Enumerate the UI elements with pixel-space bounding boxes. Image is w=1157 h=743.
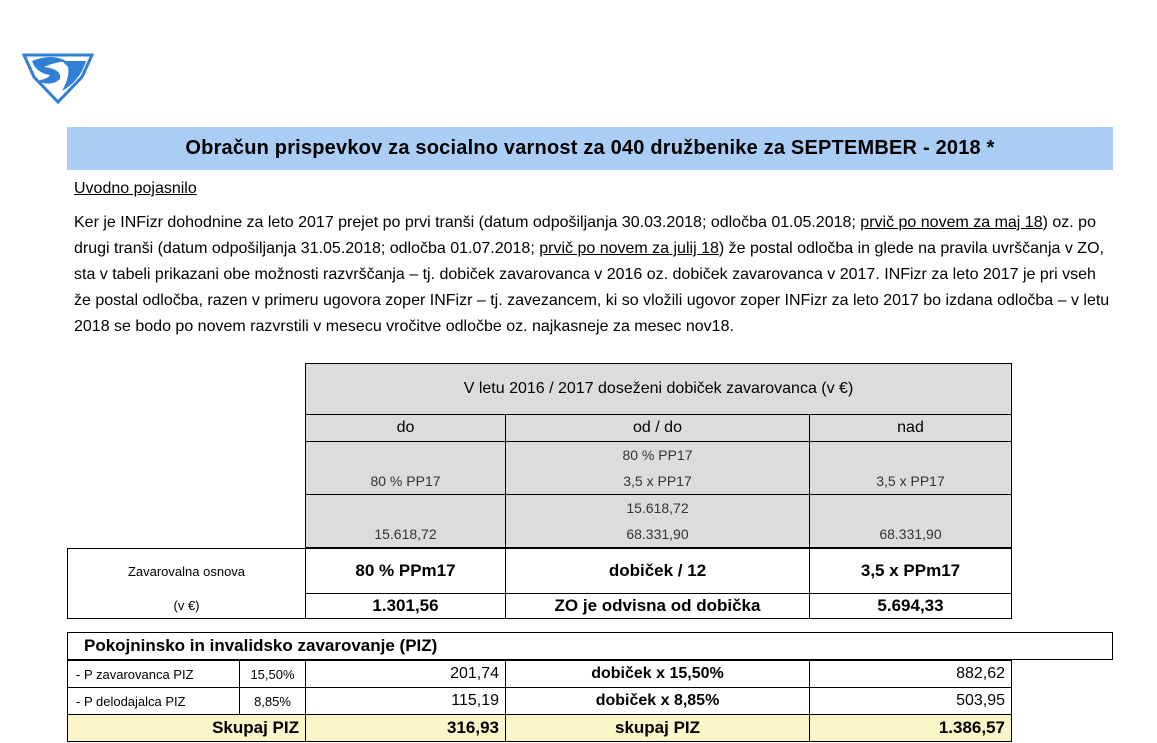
column-do: do [306,415,506,442]
piz-row-formula: dobiček x 8,85% [506,688,810,715]
basis-label: Zavarovalna osnova [68,549,306,594]
piz-row-min: 115,19 [306,688,506,715]
basis-header-min: 80 % PPm17 [306,549,506,594]
piz-row-pct: 15,50% [240,661,306,688]
piz-total-formula: skupaj PIZ [506,715,810,742]
piz-total-min: 316,93 [306,715,506,742]
profit-cell-od-do [506,442,810,495]
amount-cell-do [306,495,506,548]
cell-text: 15.618,72 [374,526,437,542]
basis-value-max: 5.694,33 [810,594,1012,619]
intro-text-2: ) oz. po drugi tranši (datum odpošiljanja 31.05.2018; odločba 01.07.2018; [74,214,1096,257]
basis-value-mid: ZO je odvisna od dobička [506,594,810,619]
cell-text: 68.331,90 [879,526,942,542]
profit-range-table [305,363,1012,548]
table-row [68,688,1012,715]
piz-table [67,660,1012,742]
table-row [68,661,1012,688]
intro-paragraph [74,210,1114,340]
basis-unit: (v €) [68,594,306,619]
intro-text-3: ) že postal odločba in glede na pravila uvrščanja v ZO, sta v tabeli prikazani obe možnosti razvrščanja – tj. dobiček zavarovanca v 2016 oz. dobiček zavarovanca v 2017. INFizr za leto 2017 je pri vseh že postal odločba, razen v primeru ugovora zoper INFizr – tj. zavezancem, ki so vložili ugovor zoper INFizr za leto 2017 bo izdana odločba – v letu 2018 se bodo po novem razvrstili v mesecu vročitve odločbe oz. najkasneje za mesec nov18. [74,240,1110,335]
intro-underlined-1: prvič po novem za maj 18 [860,214,1043,231]
sd-shield-logo-icon [22,47,94,104]
piz-row-label: - P zavarovanca PIZ [68,661,240,688]
piz-heading: Pokojninsko in invalidsko zavarovanje (PIZ) [67,632,1113,660]
profit-table-header: V letu 2016 / 2017 doseženi dobiček zavarovanca (v €) [306,364,1012,415]
piz-total-max: 1.386,57 [810,715,1012,742]
cell-text: 15.618,72 [626,500,689,516]
piz-row-max: 882,62 [810,661,1012,688]
basis-header-mid: dobiček / 12 [506,549,810,594]
intro-text-1: Ker je INFizr dohodnine za leto 2017 prejet po prvi tranši (datum odpošiljanja 30.03.2018; odločba 01.05.2018; [74,214,861,231]
intro-underlined-2: prvič po novem za julij 18 [539,240,719,257]
page-title: Obračun prispevkov za socialno varnost za 040 družbenike za SEPTEMBER - 2018 * [67,127,1113,170]
column-od-do: od / do [506,415,810,442]
cell-text: 80 % PP17 [370,473,441,489]
basis-value-min: 1.301,56 [306,594,506,619]
amount-cell-nad [810,495,1012,548]
amount-cell-od-do [506,495,810,548]
profit-cell-do [306,442,506,495]
piz-total-row [68,715,1012,742]
piz-total-label: Skupaj PIZ [68,715,306,742]
cell-text: 3,5 x PP17 [623,473,692,489]
column-nad: nad [810,415,1012,442]
piz-row-pct: 8,85% [240,688,306,715]
piz-row-min: 201,74 [306,661,506,688]
intro-heading: Uvodno pojasnilo [74,180,197,197]
cell-text: 68.331,90 [626,526,689,542]
basis-header-max: 3,5 x PPm17 [810,549,1012,594]
profit-cell-nad [810,442,1012,495]
insurance-basis-table [67,548,1012,619]
piz-row-max: 503,95 [810,688,1012,715]
cell-text: 3,5 x PP17 [876,473,945,489]
cell-text: 80 % PP17 [622,447,693,463]
piz-row-formula: dobiček x 15,50% [506,661,810,688]
piz-row-label: - P delodajalca PIZ [68,688,240,715]
